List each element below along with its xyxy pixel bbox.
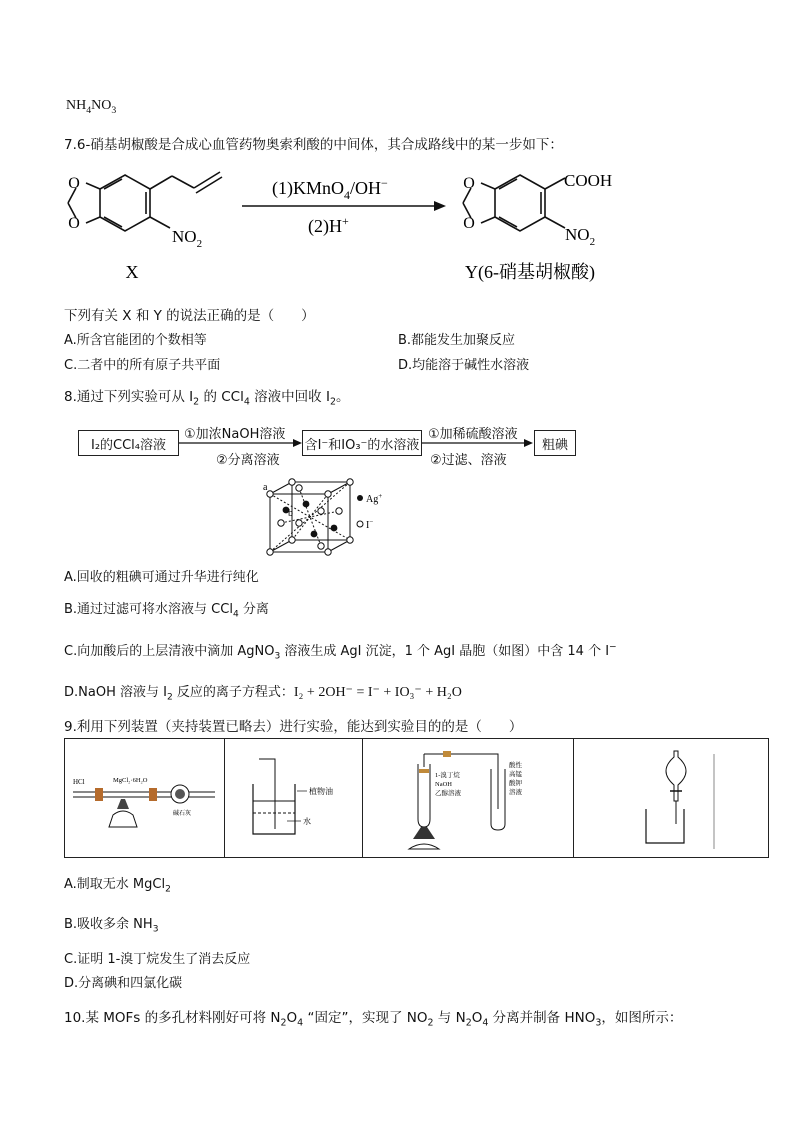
flow-step2-top: ①加稀硫酸溶液: [428, 427, 518, 442]
group-cooh: COOH: [564, 171, 613, 190]
atom-o-x1: O: [68, 175, 80, 192]
svg-text:HCl: HCl: [73, 778, 85, 786]
svg-text:Ag+: Ag+: [366, 492, 383, 505]
flow-box-end: 粗碘: [534, 430, 576, 456]
q9-option-c[interactable]: C.证明 1-溴丁烷发生了消去反应: [64, 952, 251, 967]
q7-stem: 7.6-硝基胡椒酸是合成心血管药物奥索利酸的中间体，其合成路线中的某一步如下：: [64, 137, 563, 153]
flow-step1-bottom: ②分离溶液: [216, 453, 280, 468]
molecule-y: [463, 175, 565, 231]
group-no2-y: $NO_2$: [565, 225, 596, 248]
q7-option-c[interactable]: C.二者中的所有原子共平面: [64, 358, 221, 373]
svg-text:碱石灰: 碱石灰: [173, 811, 192, 817]
q9-apparatus-table: [64, 738, 769, 858]
atom-o-y2: O: [463, 215, 475, 232]
q9-option-b[interactable]: B.吸收多余 $NH_3$: [64, 917, 159, 935]
label-y: Y(6-硝基胡椒酸): [465, 262, 595, 282]
q7-option-a[interactable]: A.所含官能团的个数相等: [64, 333, 207, 348]
q9-stem: 9.利用下列装置（夹持装置已略去）进行实验，能达到实验目的的是（ ）: [64, 719, 523, 735]
flow-step2-bottom: ②过滤、溶液: [430, 453, 507, 468]
q8-option-d[interactable]: D.NaOH 溶液与 $I_2$ 反应的离子方程式：I₂ + 2OH⁻ = I⁻ + IO₃⁻ + H₂O: [64, 685, 462, 703]
atom-o-x2: O: [68, 215, 80, 232]
q7-question: 下列有关 X 和 Y 的说法正确的是（ ）: [64, 308, 315, 324]
q9-option-a[interactable]: A.制取无水 MgCl$_2$: [64, 877, 171, 895]
q10-stem: 10.某 MOFs 的多孔材料刚好可将 $N_2O_4$ “固定”，实现了 $NO_2$ 与 $N_2O_4$ 分离并制备 $HNO_3$，如图所示：: [64, 1010, 683, 1029]
q8-option-b[interactable]: B.通过过滤可将水溶液与 CCl$_4$ 分离: [64, 602, 269, 620]
group-no2-x: $NO_2$: [172, 227, 203, 250]
agi-unit-cell-diagram: [262, 478, 412, 558]
apparatus-cell-4[interactable]: [574, 739, 768, 857]
svg-text:水: 水: [303, 817, 311, 826]
q7-option-d[interactable]: D.均能溶于碱性水溶液: [398, 358, 530, 373]
svg-text:MgCl₂·6H₂O: MgCl₂·6H₂O: [113, 777, 148, 784]
q8-option-a[interactable]: A.回收的粗碘可通过升华进行纯化: [64, 570, 259, 585]
q7-option-b[interactable]: B.都能发生加聚反应: [398, 333, 516, 348]
apparatus-cell-1[interactable]: [65, 739, 225, 857]
q9-option-d[interactable]: D.分离碘和四氯化碳: [64, 976, 183, 991]
top-formula: $NH_4NO_3$: [66, 98, 117, 116]
reaction-arrowhead: [434, 201, 446, 211]
reagent-1: (1)KMnO$_4$/OH−: [272, 176, 388, 202]
flow-box-middle: 含I⁻和IO₃⁻的水溶液: [302, 430, 422, 456]
svg-text:a: a: [263, 482, 268, 493]
reagent-2: (2)H+: [308, 214, 349, 236]
flow-box-start: I₂的CCl₄溶液: [78, 430, 179, 456]
flow-step1-top: ①加浓NaOH溶液: [184, 427, 286, 442]
svg-text:I−: I−: [366, 518, 374, 531]
apparatus-cell-3[interactable]: [363, 739, 574, 857]
svg-text:植物油: 植物油: [309, 787, 333, 796]
svg-text:酸性高锰酸钾溶液: 酸性高锰酸钾溶液: [509, 762, 522, 796]
label-x: X: [125, 262, 139, 282]
svg-text:1-溴丁烷NaOH乙醇溶液: 1-溴丁烷 NaOH 乙醇溶液: [435, 772, 461, 797]
molecule-x: [68, 172, 222, 231]
apparatus-cell-2[interactable]: [225, 739, 363, 857]
atom-o-y1: O: [463, 175, 475, 192]
q8-option-c[interactable]: C.向加酸后的上层清液中滴加 AgNO$_3$ 溶液生成 AgI 沉淀，1 个 AgI 晶胞（如图）中含 14 个 I−: [64, 642, 617, 662]
svg-text:b: b: [288, 508, 293, 519]
q7-reaction-scheme: [60, 160, 640, 290]
q8-stem: 8.通过下列实验可从 $I_2$ 的 CCl$_4$ 溶液中回收 $I_2$。: [64, 389, 350, 408]
